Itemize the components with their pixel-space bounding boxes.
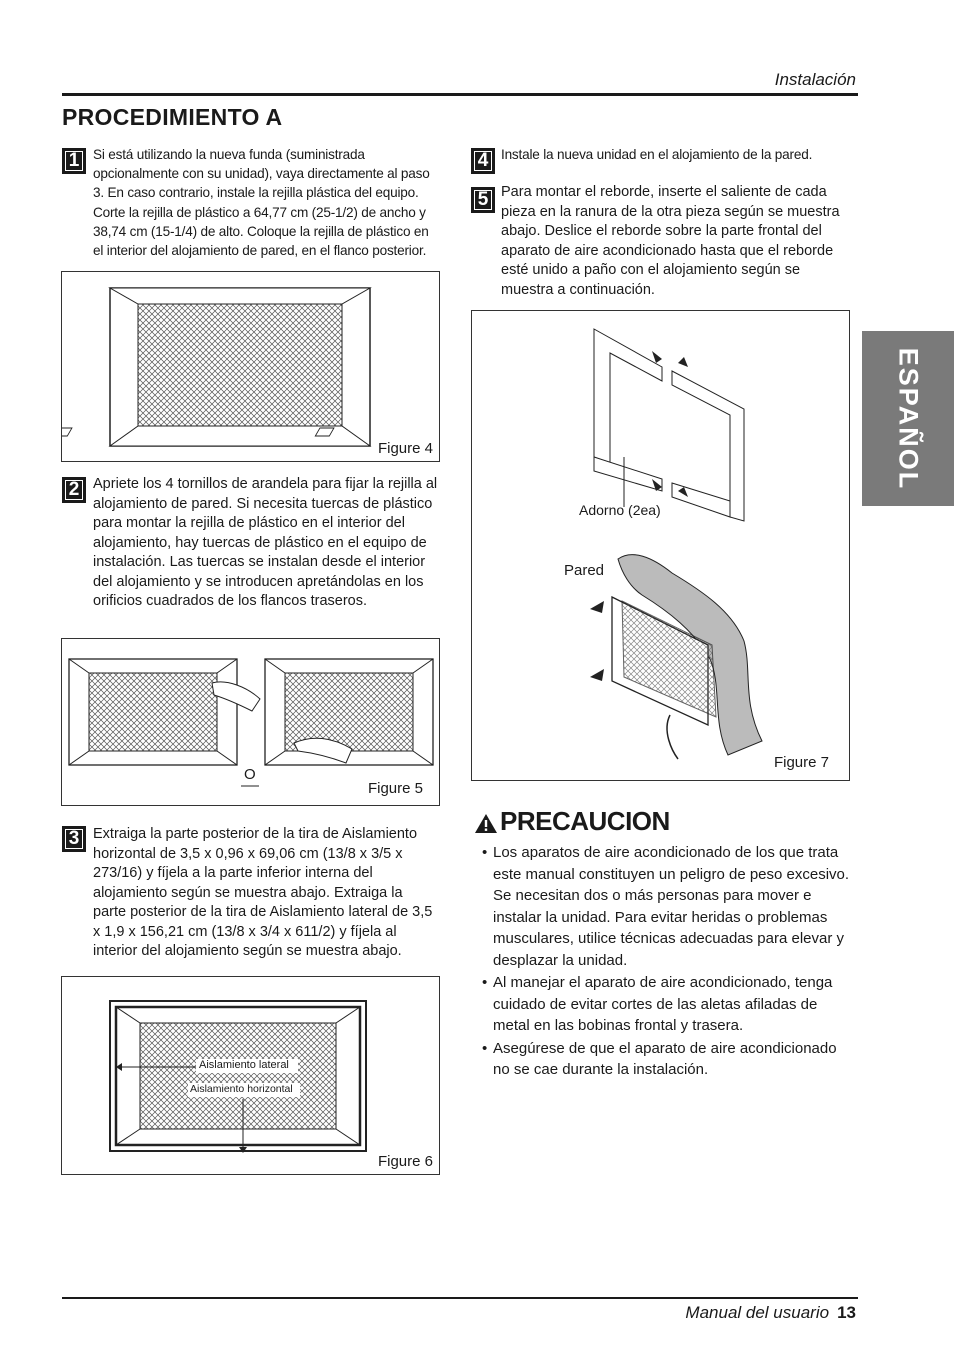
step-4-badge: 4	[471, 148, 495, 174]
left-housing-view	[69, 659, 260, 765]
insulation-strip-illustration	[62, 977, 439, 1174]
step-4-text: Instale la nueva unidad en el alojamiento de la pared.	[501, 147, 813, 162]
trim-and-wall-illustration	[472, 311, 849, 780]
page-number: 13	[837, 1303, 856, 1322]
grille-housing-illustration	[62, 272, 439, 461]
caution-list	[482, 842, 852, 1082]
figure-6-label: Figure 6	[377, 1153, 433, 1170]
step-5-badge: 5	[471, 187, 495, 213]
figure-4-label: Figure 4	[377, 440, 433, 457]
step-2-badge: 2	[62, 477, 86, 503]
figure-7	[471, 310, 850, 781]
caution-item: • Los aparatos de aire acondicionado de los que trata este manual constituyen un peligro de peso excesivo. Se necesitan dos o más personas para mover e instalar la unidad. Para evitar heridas o problemas musculares, utilice técnicas adecuadas para elevar y desplazar la unidad.	[482, 842, 852, 971]
step-3-text: Extraiga la parte posterior de la tira de Aislamiento horizontal de 3,5 x 0,96 x 69,06 cm (13/8 x 3/5 x 273/16) y fíjela a la parte inferior interna del alojamiento según se muestra abajo. Extraiga la parte posterior de la tira de Aislamiento lateral de 3,5 x 1,9 x 156,21 cm (13/8 x 3/4 x 611/2) y fíjela al interior del alojamiento según se muestra abajo.	[93, 826, 433, 959]
figure-6	[61, 976, 440, 1175]
horizontal-insulation-label: Aislamiento horizontal	[190, 1083, 293, 1095]
side-insulation-label: Aislamiento lateral	[199, 1059, 289, 1071]
step-5-text: Para montar el reborde, inserte el saliente de cada pieza en la ranura de la otra pieza según se muestra abajo. Deslice el reborde sobre la parte frontal del aparato de aire acondicionado hasta que el reborde esté unido a paño con el alojamiento según se muestra a continuación.	[501, 184, 840, 298]
trim-frame	[594, 329, 744, 521]
step-1-badge: 1	[62, 148, 86, 174]
figure-5	[61, 638, 440, 806]
caution-item: • Al manejar el aparato de aire acondicionado, tenga cuidado de evitar cortes de las aletas afiladas de metal en las bobinas frontal y trasera.	[482, 972, 852, 1037]
step-2-text: Apriete los 4 tornillos de arandela para fijar la rejilla al alojamiento de pared. Si necesita tuercas de plástico para montar la rejilla de plástico en el interior del alojamiento, hay tuercas de plástico en el equipo de instalación. Las tuercas se instalan desde el interior del alojamiento y se introducen apretándolas en los orificios cuadrados de los flancos traseros.	[93, 476, 438, 609]
language-tab-label: ESPAÑOL	[893, 347, 924, 491]
caution-item: • Asegúrese de que el aparato de aire acondicionado no se cae durante la instalación.	[482, 1038, 852, 1081]
figure-4	[61, 271, 440, 462]
wall-installation	[590, 555, 762, 759]
step-1-text: Si está utilizando la nueva funda (suministrada opcionalmente con su unidad), vaya directamente al paso 3. En caso contrario, instale la rejilla plástica del equipo. Corte la rejilla de plástico a 64,77 cm (25-1/2) de ancho y 38,74 cm (15-1/4) de alto. Coloque la rejilla de plástico en el interior del alojamiento de pared, en el flanco posterior.	[93, 147, 430, 259]
step-3-badge: 3	[62, 826, 86, 852]
figure-5-label: Figure 5	[367, 780, 423, 797]
header-rule	[62, 93, 858, 96]
footer-manual-title: Manual del usuario	[685, 1303, 830, 1322]
header-section-title: Instalación	[774, 70, 856, 89]
footer	[685, 1303, 856, 1323]
wall-label: Pared	[564, 562, 605, 579]
warning-triangle-icon	[474, 813, 498, 839]
caution-title: PRECAUCION	[500, 806, 670, 836]
footer-rule	[62, 1297, 858, 1299]
figure-7-label: Figure 7	[773, 754, 829, 771]
language-side-tab	[862, 331, 954, 506]
trim-label: Adorno (2ea)	[579, 502, 661, 518]
figure-5-or-label: O	[244, 766, 256, 783]
procedure-title: PROCEDIMIENTO A	[62, 104, 283, 130]
right-housing-view	[265, 659, 433, 765]
